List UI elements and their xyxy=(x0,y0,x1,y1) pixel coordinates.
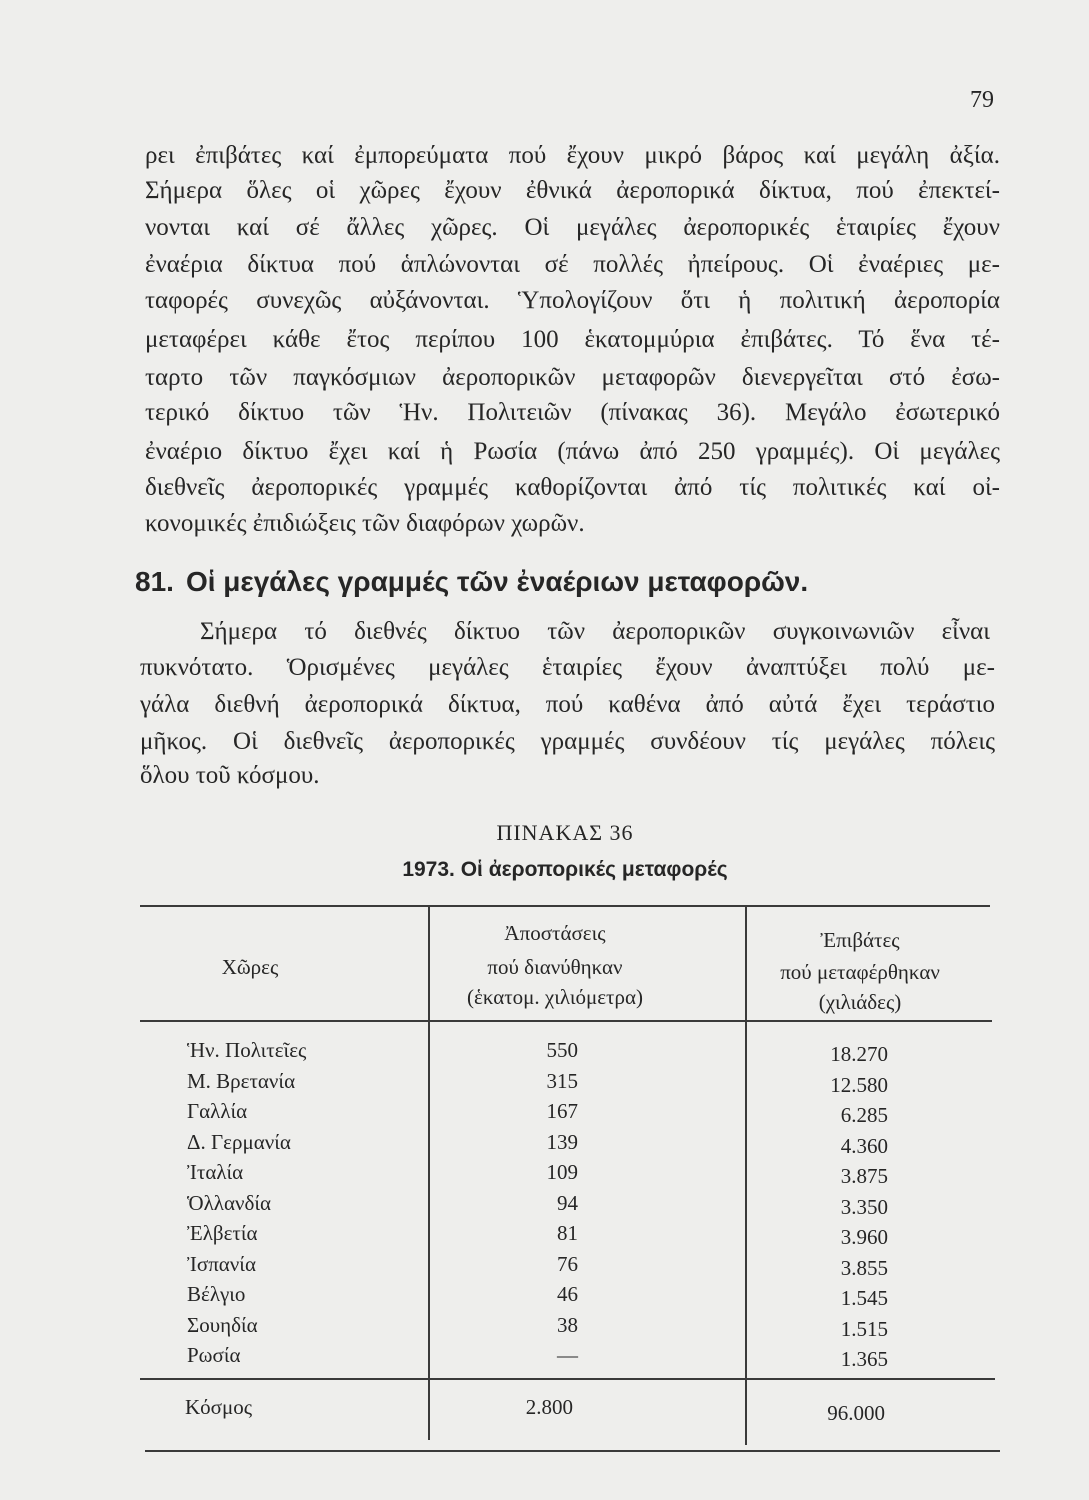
text-line: μεταφέρει κάθε ἔτος περίπου 100 ἑκατομμύρια ἐπιβάτες. Τό ἕνα τέ- xyxy=(145,326,1000,353)
passengers-cell: 12.580 xyxy=(830,1072,888,1097)
distance-cell: 94 xyxy=(557,1190,578,1215)
total-label-cell: Κόσμος xyxy=(185,1395,253,1419)
country-cell: Γαλλία xyxy=(187,1099,248,1123)
text-line: μῆκος. Οἱ διεθνεῖς ἀεροπορικές γραμμές συνδέουν τίς μεγάλες πόλεις xyxy=(140,728,995,755)
table-row xyxy=(0,1128,1089,1159)
text-line: ἐναέριο δίκτυο ἔχει καί ἡ Ρωσία (πάνω ἀπό 250 γραμμές). Οἱ μεγάλες xyxy=(145,438,1000,465)
text-line: τερικό δίκτυο τῶν Ἡν. Πολιτειῶν (πίνακας 36). Μεγάλο ἐσωτερικό xyxy=(145,399,1000,426)
distance-cell: — xyxy=(557,1343,578,1367)
section-number: 81. xyxy=(135,566,174,597)
header-country: Χῶρες xyxy=(221,955,279,979)
passengers-cell: 3.960 xyxy=(840,1225,888,1249)
passengers-cell: 1.515 xyxy=(840,1316,888,1341)
header-line: Ἐπιβάτες xyxy=(820,928,900,952)
table-total-row xyxy=(0,1393,1089,1424)
passengers-cell: 6.285 xyxy=(840,1103,888,1127)
text-line: πυκνότατο. Ὁρισμένες μεγάλες ἑταιρίες ἔχουν ἀναπτύξει πολύ με- xyxy=(140,654,995,681)
distance-cell: 167 xyxy=(546,1099,578,1123)
distance-cell: 550 xyxy=(546,1038,578,1062)
table-label: ΠΙΝΑΚΑΣ 36 xyxy=(496,820,634,845)
table-row xyxy=(0,1189,1089,1220)
distance-cell: 46 xyxy=(557,1282,578,1306)
text-line: Σήμερα τό διεθνές δίκτυο τῶν ἀεροπορικῶν συγκοινωνιῶν εἶναι xyxy=(200,618,990,645)
table-row xyxy=(0,1341,1089,1372)
passengers-cell: 1.545 xyxy=(840,1286,888,1310)
section-heading xyxy=(135,563,808,601)
table-row xyxy=(0,1280,1089,1311)
country-cell: Ἐλβετία xyxy=(187,1221,258,1245)
section-title: Οἱ μεγάλες γραμμές τῶν ἐναέριων μεταφορῶν. xyxy=(185,566,809,597)
text-line: γάλα διεθνή ἀεροπορικά δίκτυα, πού καθένα ἀπό αὐτά ἔχει τεράστιο xyxy=(140,691,995,718)
distance-cell: 139 xyxy=(546,1129,578,1154)
passengers-cell: 3.875 xyxy=(840,1164,888,1188)
country-cell: Ἡν. Πολιτεῖες xyxy=(187,1038,307,1062)
header-line: (χιλιάδες) xyxy=(818,990,902,1014)
country-cell: Ἰσπανία xyxy=(187,1251,256,1276)
table-top-rule xyxy=(140,905,990,907)
table-row xyxy=(0,1311,1089,1342)
table-bottom-rule xyxy=(145,1450,1000,1452)
country-cell: Βέλγιο xyxy=(187,1282,246,1306)
table-row xyxy=(0,1067,1089,1098)
table-body xyxy=(0,1036,1089,1372)
country-cell: Σουηδία xyxy=(187,1312,258,1337)
passengers-cell: 1.365 xyxy=(840,1347,888,1371)
page-number: 79 xyxy=(970,87,994,113)
text-line: ρει ἐπιβάτες καί ἐμπορεύματα πού ἔχουν μικρό βάρος καί μεγάλη ἀξία. xyxy=(145,142,1000,169)
header-line: Ἀποστάσεις xyxy=(504,921,606,945)
header-line: (ἑκατομ. χιλιόμετρα) xyxy=(467,985,643,1009)
passengers-cell: 4.360 xyxy=(840,1133,888,1158)
distance-cell: 315 xyxy=(546,1068,578,1093)
table-row xyxy=(0,1219,1089,1250)
text-line: νονται καί σέ ἄλλες χῶρες. Οἱ μεγάλες ἀεροπορικές ἑταιρίες ἔχουν xyxy=(145,214,1000,241)
text-line: ταρτο τῶν παγκόσμιων ἀεροπορικῶν μεταφορῶν διενεργεῖται στό ἐσω- xyxy=(145,364,1000,391)
distance-cell: 81 xyxy=(557,1221,578,1245)
total-distance-cell: 2.800 xyxy=(525,1395,573,1419)
table-row xyxy=(0,1036,1089,1067)
distance-cell: 38 xyxy=(557,1312,578,1337)
table-total-rule xyxy=(140,1378,995,1380)
text-line: Σήμερα ὅλες οἱ χῶρες ἔχουν ἐθνικά ἀεροπορικά δίκτυα, πού ἐπεκτεί- xyxy=(145,177,1000,204)
header-line: πού διανύθηκαν xyxy=(487,955,623,979)
country-cell: Μ. Βρετανία xyxy=(187,1068,296,1093)
country-cell: Ρωσία xyxy=(187,1343,241,1367)
country-cell: Ἰταλία xyxy=(187,1160,244,1184)
text-line: ταφορές συνεχῶς αὐξάνονται. Ὑπολογίζουν ὅτι ἡ πολιτική ἀεροπορία xyxy=(145,287,1000,314)
passengers-cell: 3.855 xyxy=(840,1255,888,1280)
text-line: διεθνεῖς ἀεροπορικές γραμμές καθορίζονται ἀπό τίς πολιτικές καί οἰ- xyxy=(145,474,1000,501)
total-passengers-cell: 96.000 xyxy=(827,1401,885,1425)
passengers-cell: 18.270 xyxy=(830,1042,888,1066)
text-line: ἐναέρια δίκτυα πού ἁπλώνονται σέ πολλές ἠπείρους. Οἱ ἐναέριες με- xyxy=(145,251,1000,278)
table-row xyxy=(0,1097,1089,1128)
text-line: ὅλου τοῦ κόσμου. xyxy=(140,762,320,789)
table-caption: 1973. Οἱ ἀεροπορικές μεταφορές xyxy=(402,858,728,881)
text-line: κονομικές ἐπιδιώξεις τῶν διαφόρων χωρῶν. xyxy=(145,510,585,537)
table-row xyxy=(0,1158,1089,1189)
header-line: πού μεταφέρθηκαν xyxy=(780,960,940,984)
table-header-rule xyxy=(140,1020,992,1022)
table-row xyxy=(0,1250,1089,1281)
passengers-cell: 3.350 xyxy=(840,1194,888,1219)
country-cell: Ὁλλανδία xyxy=(187,1190,272,1215)
distance-cell: 76 xyxy=(557,1251,578,1276)
distance-cell: 109 xyxy=(546,1160,578,1184)
country-cell: Δ. Γερμανία xyxy=(187,1129,291,1154)
